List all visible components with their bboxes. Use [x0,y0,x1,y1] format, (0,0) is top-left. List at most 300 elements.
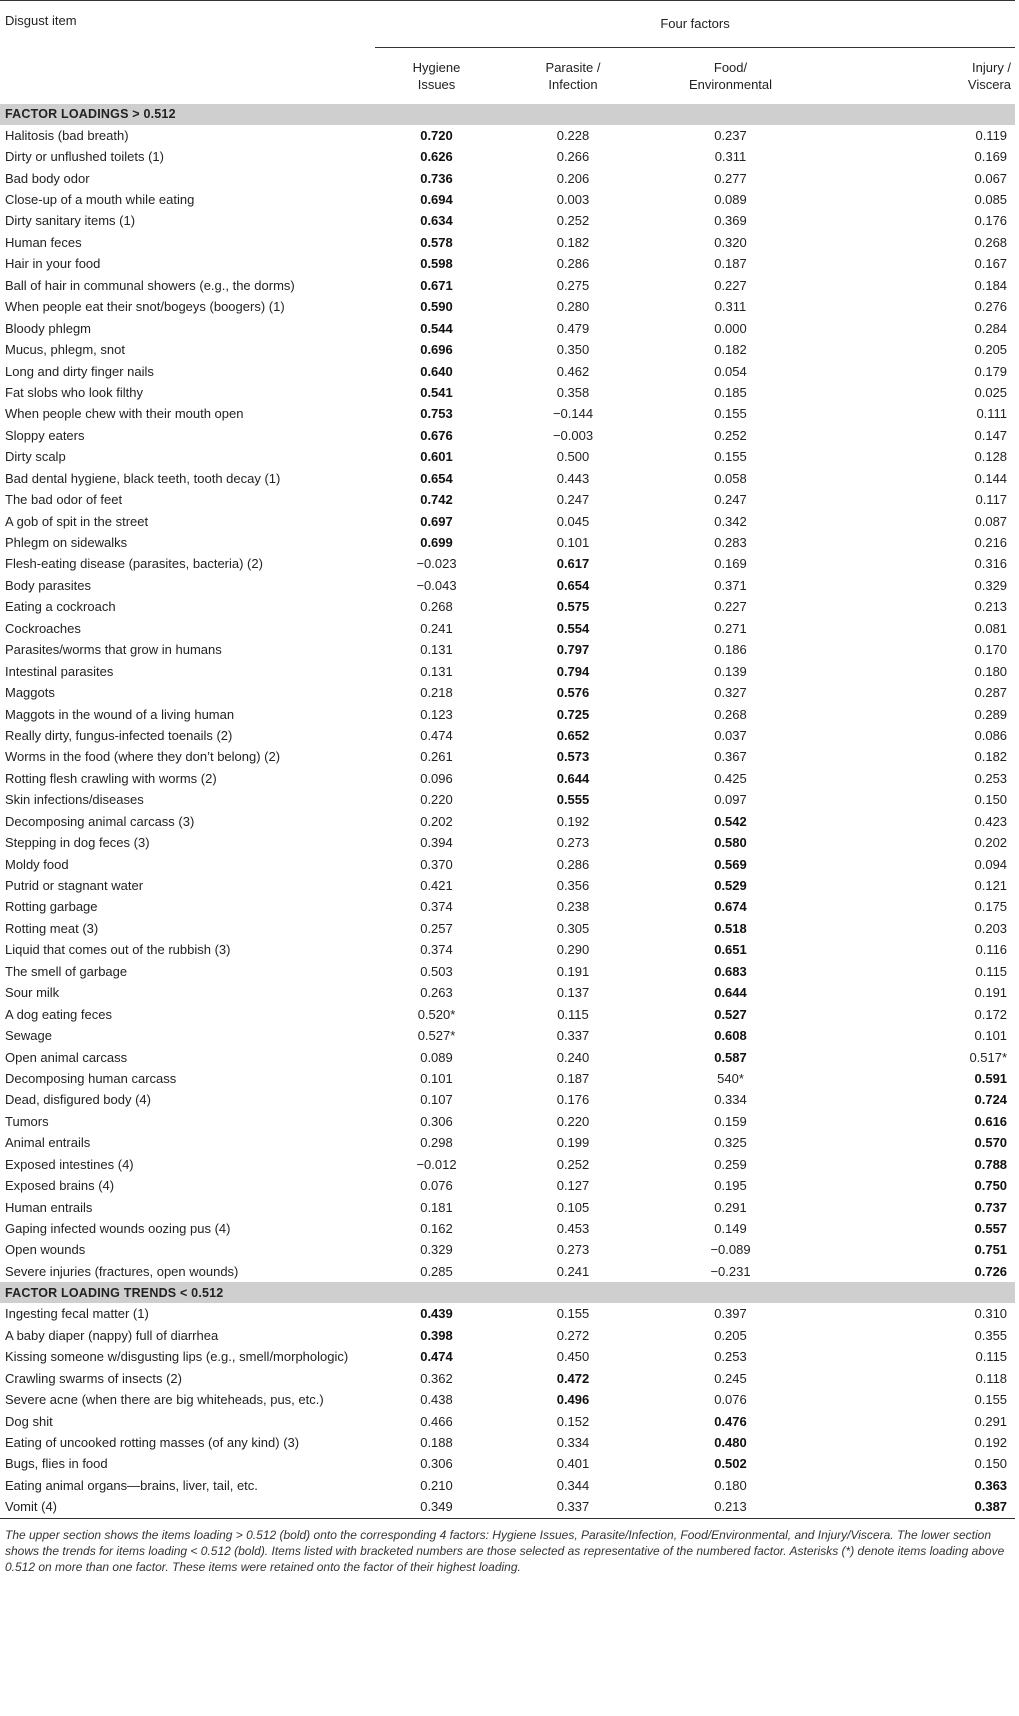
loading-cell: 0.025 [974,384,1008,400]
loading-cell: 0.644 [556,770,590,786]
loading-cell: 0.162 [420,1221,453,1237]
disgust-item-cell: A dog eating feces [5,1006,112,1022]
loading-cell: 0.726 [974,1263,1008,1279]
four-factors-header: Four factors [375,1,1015,48]
loading-cell: 0.753 [420,406,453,422]
loading-cell: 0.089 [714,192,747,208]
loading-cell: 0.520* [417,1006,456,1022]
loading-cell: 0.371 [714,577,747,593]
loading-cell: 0.101 [974,1028,1008,1044]
loading-cell: 0.268 [974,234,1008,250]
loading-cell: 0.750 [974,1178,1008,1194]
loading-cell: 0.503 [420,963,453,979]
factor-header-parasite: Parasite / Infection [545,59,601,92]
table-row [0,1218,1015,1239]
loading-cell: 0.644 [714,985,747,1001]
disgust-item-cell: A baby diaper (nappy) full of diarrhea [5,1327,219,1343]
item-column-header: Disgust item [0,1,375,48]
loading-cell: 0.496 [556,1392,590,1408]
table-row [0,317,1015,338]
loading-cell: 0.176 [556,1092,590,1108]
loading-cell: 0.037 [714,727,747,743]
loading-cell: 0.199 [556,1135,590,1151]
table-row [0,1089,1015,1110]
loading-cell: 0.170 [974,642,1008,658]
disgust-item-cell: Mucus, phlegm, snot [5,342,125,358]
loading-cell: 0.517* [969,1049,1008,1065]
loading-cell: 0.591 [974,1070,1008,1086]
loading-cell: 0.696 [420,342,453,358]
loading-cell: 0.788 [974,1156,1008,1172]
loading-cell: 0.280 [556,299,590,315]
loading-cell: −0.023 [416,556,457,572]
loading-cell: 0.541 [420,384,453,400]
loading-cell: 0.311 [714,149,747,165]
table-row [0,489,1015,510]
factor-header-food: Food/ Environmental [688,59,773,92]
loading-cell: 0.369 [714,213,747,229]
loading-cell: 0.334 [714,1092,747,1108]
table-row [0,1111,1015,1132]
loading-cell: 0.241 [420,620,453,636]
table-row [0,811,1015,832]
loading-cell: 0.554 [556,620,590,636]
loading-cell: 0.213 [648,1496,813,1518]
table-row [0,618,1015,639]
loading-cell: 0.085 [974,192,1008,208]
table-row [0,746,1015,767]
table-row [0,296,1015,317]
loading-cell: 0.401 [556,1456,590,1472]
loading-cell: 0.283 [714,535,747,551]
loading-cell: 0.797 [556,642,590,658]
loading-cell: 0.245 [714,1370,747,1386]
loading-cell: 0.188 [420,1434,453,1450]
loading-cell: 0.149 [714,1221,747,1237]
disgust-item-cell: Putrid or stagnant water [5,878,144,894]
loading-cell: 0.423 [974,813,1008,829]
loading-cell: 0.337 [498,1496,648,1518]
loading-cell: 0.590 [420,299,453,315]
loading-cell: −0.043 [416,577,457,593]
loading-cell: 0.187 [556,1070,590,1086]
disgust-item-cell: Fat slobs who look filthy [5,384,144,400]
loading-cell: −0.144 [552,406,594,422]
loading-cell: 0.192 [974,1434,1008,1450]
loading-cell: 0.176 [974,213,1008,229]
table-row [0,1046,1015,1067]
loading-cell: 0.291 [714,1199,747,1215]
loading-cell: 0.117 [975,492,1008,508]
disgust-item-cell: When people eat their snot/bogeys (boogers) (1) [5,299,285,315]
table-row [0,982,1015,1003]
loading-cell: 0.169 [974,149,1008,165]
factor-header-injury: Injury / Viscera [967,59,1012,92]
loading-cell: 0.683 [714,963,747,979]
loading-cell: 0.370 [420,856,453,872]
loading-cell: 0.131 [420,642,453,658]
loading-cell: 0.186 [714,642,747,658]
loading-cell: 0.311 [714,299,747,315]
disgust-item-cell: Flesh-eating disease (parasites, bacteria) (2) [5,556,263,572]
loading-cell: 0.252 [556,213,590,229]
loading-cell: 0.067 [974,170,1008,186]
loading-cell: 0.284 [974,320,1008,336]
table-row [0,189,1015,210]
loading-cell: 0.474 [420,1349,453,1365]
loading-cell: 0.045 [556,513,590,529]
loading-cell: 0.115 [975,1349,1008,1365]
disgust-item-cell: The bad odor of feet [5,492,123,508]
loading-cell: 0.263 [420,985,453,1001]
loading-cell: 0.205 [714,1327,747,1343]
loading-cell: 0.570 [974,1135,1008,1151]
table-row [0,232,1015,253]
loading-cell: 0.472 [556,1370,590,1386]
loading-cell: 0.101 [420,1070,453,1086]
loading-cell: 0.724 [974,1092,1008,1108]
disgust-item-cell: Gaping infected wounds oozing pus (4) [5,1221,231,1237]
table-row [0,1196,1015,1217]
loading-cell: 0.123 [420,706,453,722]
loading-cell: 0.674 [714,899,747,915]
loading-cell: 0.205 [974,342,1008,358]
disgust-item-cell: Open wounds [5,1242,86,1258]
disgust-item-cell: Dog shit [5,1413,53,1429]
loading-cell: 0.000 [714,320,747,336]
table-row [0,468,1015,489]
loading-cell: 0.316 [974,556,1008,572]
loading-cell: 0.342 [714,513,747,529]
loading-cell: 0.476 [714,1413,747,1429]
loading-cell: 0.439 [420,1306,453,1322]
loading-cell: 0.191 [556,963,590,979]
loading-cell: 0.480 [714,1434,747,1450]
loading-cell: 0.202 [420,813,453,829]
loading-cell: 0.325 [714,1135,747,1151]
table-row [0,210,1015,231]
table-row [0,446,1015,467]
disgust-item-cell: Kissing someone w/disgusting lips (e.g., smell/morphologic) [5,1349,349,1365]
loading-cell: 0.266 [556,149,590,165]
table-row [0,596,1015,617]
loading-cell: 0.394 [420,835,453,851]
disgust-item-cell: Severe acne (when there are big whiteheads, pus, etc.) [5,1392,324,1408]
loading-cell: 0.247 [556,492,590,508]
loading-cell: 0.575 [556,599,590,615]
disgust-item-cell: Rotting flesh crawling with worms (2) [5,770,217,786]
loading-cell: 0.363 [974,1477,1008,1493]
loading-cell: 0.356 [556,878,590,894]
disgust-item-cell: Tumors [5,1113,49,1129]
table-row [0,167,1015,188]
factor-header-hygiene: Hygiene Issues [412,59,461,92]
loading-cell: 0.652 [556,727,590,743]
loading-cell: 0.003 [556,192,590,208]
loading-cell: 0.131 [420,663,453,679]
loading-cell: 0.305 [556,920,590,936]
loading-cell: 0.287 [974,685,1008,701]
loading-cell: 0.115 [557,1006,589,1022]
table-row [0,253,1015,274]
loading-cell: 0.150 [974,792,1008,808]
loading-cell: 0.253 [714,1349,747,1365]
loading-cell: 0.291 [974,1413,1008,1429]
loading-cell: 0.736 [420,170,453,186]
loading-cell: 0.355 [974,1327,1008,1343]
table-row [0,725,1015,746]
disgust-item-cell: Bad dental hygiene, black teeth, tooth decay (1) [5,470,281,486]
loading-cell: 0.502 [714,1456,747,1472]
table-row [0,1453,1015,1474]
loading-cell: 0.096 [420,770,453,786]
disgust-item-cell: Dirty scalp [5,449,66,465]
loading-cell: 0.286 [556,856,590,872]
loading-cell: 0.334 [556,1434,590,1450]
loading-cell: 0.191 [974,985,1008,1001]
loading-cell: 0.725 [556,706,590,722]
loading-cell: 0.699 [420,535,453,551]
loading-cell: 0.127 [556,1178,590,1194]
loading-cell: 0.121 [974,878,1008,894]
loading-cell: 0.054 [714,363,747,379]
loading-cell: 0.139 [714,663,747,679]
loading-cell: 0.175 [974,899,1008,915]
loading-cell: 0.273 [556,1242,590,1258]
loading-cell: 0.111 [976,406,1008,422]
loading-cell: 0.290 [556,942,590,958]
loading-cell: 0.116 [975,942,1008,958]
table-row [0,768,1015,789]
table-row [0,403,1015,424]
disgust-item-cell: Human feces [5,234,82,250]
loading-cell: 0.329 [420,1242,453,1258]
loading-cell: 0.450 [556,1349,590,1365]
loading-cell: 0.089 [420,1049,453,1065]
disgust-item-cell: Halitosis (bad breath) [5,127,129,143]
loading-cell: 0.257 [420,920,453,936]
loading-cell: 0.794 [556,663,590,679]
table-row [0,639,1015,660]
loading-cell: 0.350 [556,342,590,358]
loading-cell: 0.227 [714,599,747,615]
table-row [0,1496,1015,1518]
disgust-item-cell: A gob of spit in the street [5,513,149,529]
table-row [0,125,1015,146]
loading-cell: 0.362 [420,1370,453,1386]
loading-cell: 0.081 [974,620,1008,636]
loading-cell: 0.298 [420,1135,453,1151]
table-row [0,1239,1015,1260]
loading-cell: 0.227 [714,277,747,293]
loading-cell: 0.654 [556,577,590,593]
loading-cell: 0.271 [714,620,747,636]
disgust-item-cell: Stepping in dog feces (3) [5,835,150,851]
loading-cell: 0.268 [714,706,747,722]
loading-cell: 0.694 [420,192,453,208]
table-row [0,896,1015,917]
loading-cell: 0.220 [556,1113,590,1129]
disgust-item-cell: Close-up of a mouth while eating [5,192,195,208]
loading-cell: 0.529 [714,878,747,894]
loading-cell: 0.654 [420,470,453,486]
loading-cell: 0.573 [556,749,590,765]
loading-cell: 0.094 [974,856,1008,872]
loading-cell: 0.169 [714,556,747,572]
table-row [0,918,1015,939]
table-row [0,382,1015,403]
table-row [0,961,1015,982]
loading-cell: 0.268 [420,599,453,615]
table-row [0,1389,1015,1410]
table-row [0,703,1015,724]
loading-cell: 0.272 [556,1327,590,1343]
loading-cell: 0.167 [974,256,1008,272]
table-row [0,875,1015,896]
disgust-item-cell: Eating of uncooked rotting masses (of any kind) (3) [5,1434,300,1450]
disgust-item-cell: Hair in your food [5,256,101,272]
table-row [0,1325,1015,1346]
table-row [0,682,1015,703]
disgust-item-cell: Rotting garbage [5,899,98,915]
table-row [0,1003,1015,1024]
loading-cell: 0.181 [420,1199,453,1215]
loading-cell: 0.587 [714,1049,747,1065]
loading-cell: 0.349 [375,1496,498,1518]
loading-cell: 0.555 [556,792,590,808]
table-row [0,146,1015,167]
loading-cell: 0.443 [556,470,590,486]
disgust-item-cell: Parasites/worms that grow in humans [5,642,222,658]
section-header [0,104,1015,125]
table-row [0,660,1015,681]
loading-cell: 0.518 [714,920,747,936]
loading-cell: 0.285 [420,1263,453,1279]
loading-cell: 0.742 [420,492,453,508]
table-row [0,1475,1015,1496]
disgust-item-cell: Maggots in the wound of a living human [5,706,235,722]
disgust-item-cell: Rotting meat (3) [5,920,99,936]
disgust-item-cell: Open animal carcass [5,1049,128,1065]
disgust-item-cell: Dead, disfigured body (4) [5,1092,151,1108]
disgust-item-cell: Phlegm on sidewalks [5,535,128,551]
loading-cell: 0.180 [974,663,1008,679]
table-row [0,510,1015,531]
disgust-item-cell: Ingesting fecal matter (1) [5,1306,149,1322]
disgust-item-cell: Dirty sanitary items (1) [5,213,136,229]
disgust-item-cell: Bugs, flies in food [5,1456,108,1472]
table-row [0,360,1015,381]
disgust-item-cell: Exposed brains (4) [5,1178,115,1194]
loading-cell: 0.277 [714,170,747,186]
loading-cell: 0.578 [420,234,453,250]
loading-cell: 0.616 [974,1113,1008,1129]
table-row [0,1367,1015,1388]
loading-cell: 0.617 [556,556,590,572]
loading-cell: −0.089 [710,1242,751,1258]
disgust-item-cell: Crawling swarms of insects (2) [5,1370,182,1386]
disgust-item-cell: Dirty or unflushed toilets (1) [5,149,164,165]
table-row [0,939,1015,960]
loading-cell: 0.058 [714,470,747,486]
loading-cell: 0.737 [974,1199,1008,1215]
table-row [0,1303,1015,1324]
disgust-item-cell: Worms in the food (where they don’t belong) (2) [5,749,281,765]
table-row [0,339,1015,360]
loading-cell: 0.220 [420,792,453,808]
disgust-item-cell: Eating animal organs—brains, liver, tail, etc. [5,1477,258,1493]
loading-cell: 0.527* [417,1028,456,1044]
loading-cell: 0.159 [714,1113,747,1129]
table-row [0,1154,1015,1175]
section-title: FACTOR LOADINGS > 0.512 [0,104,1015,125]
section-title: FACTOR LOADING TRENDS < 0.512 [0,1282,1015,1303]
loading-cell: −0.003 [552,427,594,443]
loading-cell: 0.076 [714,1392,747,1408]
loading-cell: 0.273 [556,835,590,851]
table-row [0,425,1015,446]
disgust-item-cell: Moldy food [5,856,69,872]
loading-cell: 0.237 [714,127,747,143]
loading-cell: 0.397 [714,1306,747,1322]
table-row [0,1132,1015,1153]
loading-cell: 0.634 [420,213,453,229]
disgust-item-cell: Decomposing animal carcass (3) [5,813,195,829]
loading-cell: 0.253 [974,770,1008,786]
disgust-item-cell: Animal entrails [5,1135,91,1151]
disgust-item-cell: Decomposing human carcass [5,1070,177,1086]
loading-cell: 0.500 [556,449,590,465]
disgust-item-cell: Maggots [5,685,55,701]
table-row [0,1410,1015,1431]
loading-cell: 0.329 [974,577,1008,593]
disgust-item-cell: The smell of garbage [5,963,128,979]
loading-cell: 0.421 [420,878,453,894]
loading-cell: 0.580 [714,835,747,851]
loading-cell: 0.320 [714,234,747,250]
loading-cell: 0.185 [714,384,747,400]
table-row [0,1432,1015,1453]
loading-cell: 0.527 [714,1006,747,1022]
loading-cell: 0.557 [974,1221,1008,1237]
loading-cell: 0.155 [714,449,747,465]
disgust-item-cell: Body parasites [5,577,91,593]
loading-cell: 0.306 [420,1456,453,1472]
loading-cell: 540* [717,1070,744,1086]
disgust-item-cell: Long and dirty finger nails [5,363,154,379]
disgust-item-cell: Ball of hair in communal showers (e.g., the dorms) [5,277,295,293]
loading-cell: 0.086 [974,727,1008,743]
section-header [0,1282,1015,1303]
loading-cell: 0.192 [556,813,590,829]
disgust-item-cell: Cockroaches [5,620,81,636]
loading-cell: 0.576 [556,685,590,701]
disgust-item-cell: When people chew with their mouth open [5,406,244,422]
disgust-item-cell: Liquid that comes out of the rubbish (3) [5,942,231,958]
loading-cell: 0.337 [556,1028,590,1044]
disgust-item-cell: Intestinal parasites [5,663,114,679]
loading-cell: 0.087 [974,513,1008,529]
loading-cell: 0.152 [556,1413,590,1429]
loading-cell: 0.608 [714,1028,747,1044]
loading-cell: 0.105 [556,1199,590,1215]
table-row [0,1068,1015,1089]
loading-cell: 0.247 [714,492,747,508]
disgust-item-cell: Really dirty, fungus-infected toenails (2) [5,727,233,743]
disgust-item-cell: Sewage [5,1028,52,1044]
loading-cell: 0.187 [714,256,747,272]
loading-cell: 0.182 [714,342,747,358]
